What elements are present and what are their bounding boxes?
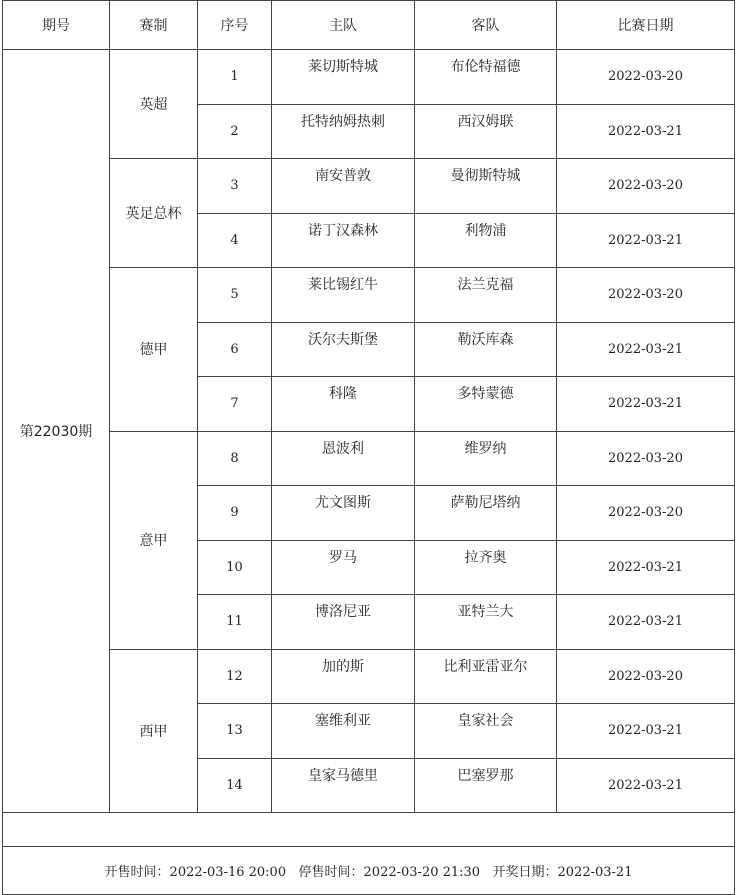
draw-date-label: 开奖日期： — [492, 865, 558, 880]
blank-row — [3, 813, 735, 847]
league-cell: 西甲 — [110, 649, 198, 813]
seq-cell: 12 — [198, 649, 272, 704]
away-team-cell: 萨勒尼塔纳 — [415, 486, 557, 541]
seq-cell: 2 — [198, 104, 272, 159]
home-team-cell: 恩波利 — [272, 431, 415, 486]
home-team-cell: 托特纳姆热刺 — [272, 104, 415, 159]
seq-cell: 11 — [198, 595, 272, 650]
seq-cell: 1 — [198, 50, 272, 105]
home-team-cell: 加的斯 — [272, 649, 415, 704]
home-team-cell: 塞维利亚 — [272, 704, 415, 759]
table-row — [3, 649, 735, 704]
match-schedule-table — [2, 0, 735, 895]
date-cell: 2022-03-21 — [557, 595, 735, 650]
header-row — [3, 1, 735, 50]
header-period: 期号 — [3, 1, 110, 50]
blank-cell — [3, 813, 735, 847]
sale-start-label: 开售时间： — [104, 865, 170, 880]
away-team-cell: 拉齐奥 — [415, 540, 557, 595]
home-team-cell: 博洛尼亚 — [272, 595, 415, 650]
period-cell: 第22030期 — [3, 50, 110, 813]
date-cell: 2022-03-21 — [557, 104, 735, 159]
away-team-cell: 多特蒙德 — [415, 377, 557, 432]
date-cell: 2022-03-20 — [557, 50, 735, 105]
home-team-cell: 科隆 — [272, 377, 415, 432]
away-team-cell: 曼彻斯特城 — [415, 159, 557, 214]
league-cell: 英足总杯 — [110, 159, 198, 268]
away-team-cell: 法兰克福 — [415, 268, 557, 323]
date-cell: 2022-03-21 — [557, 758, 735, 813]
header-league: 赛制 — [110, 1, 198, 50]
date-cell: 2022-03-20 — [557, 431, 735, 486]
footer-row — [3, 847, 735, 895]
table-row — [3, 268, 735, 323]
date-cell: 2022-03-21 — [557, 704, 735, 759]
seq-cell: 10 — [198, 540, 272, 595]
seq-cell: 14 — [198, 758, 272, 813]
date-cell: 2022-03-21 — [557, 540, 735, 595]
away-team-cell: 利物浦 — [415, 213, 557, 268]
date-cell: 2022-03-20 — [557, 486, 735, 541]
header-date: 比赛日期 — [557, 1, 735, 50]
table-row — [3, 431, 735, 486]
table-row — [3, 159, 735, 214]
seq-cell: 13 — [198, 704, 272, 759]
seq-cell: 5 — [198, 268, 272, 323]
seq-cell: 3 — [198, 159, 272, 214]
away-team-cell: 巴塞罗那 — [415, 758, 557, 813]
date-cell: 2022-03-20 — [557, 649, 735, 704]
sale-stop-value: 2022-03-20 21:30 — [363, 865, 481, 880]
league-cell: 英超 — [110, 50, 198, 159]
home-team-cell: 南安普敦 — [272, 159, 415, 214]
home-team-cell: 尤文图斯 — [272, 486, 415, 541]
home-team-cell: 莱比锡红牛 — [272, 268, 415, 323]
date-cell: 2022-03-21 — [557, 377, 735, 432]
seq-cell: 8 — [198, 431, 272, 486]
sale-start-value: 2022-03-16 20:00 — [169, 865, 287, 880]
date-cell: 2022-03-20 — [557, 268, 735, 323]
date-cell: 2022-03-20 — [557, 159, 735, 214]
away-team-cell: 勒沃库森 — [415, 322, 557, 377]
home-team-cell: 罗马 — [272, 540, 415, 595]
seq-cell: 6 — [198, 322, 272, 377]
sale-stop-label: 停售时间： — [298, 865, 364, 880]
home-team-cell: 皇家马德里 — [272, 758, 415, 813]
away-team-cell: 亚特兰大 — [415, 595, 557, 650]
draw-date-value: 2022-03-21 — [557, 865, 633, 880]
date-cell: 2022-03-21 — [557, 213, 735, 268]
away-team-cell: 比利亚雷亚尔 — [415, 649, 557, 704]
header-home: 主队 — [272, 1, 415, 50]
seq-cell: 9 — [198, 486, 272, 541]
home-team-cell: 沃尔夫斯堡 — [272, 322, 415, 377]
seq-cell: 7 — [198, 377, 272, 432]
table-row — [3, 50, 735, 105]
away-team-cell: 维罗纳 — [415, 431, 557, 486]
sale-info-cell — [3, 847, 735, 895]
seq-cell: 4 — [198, 213, 272, 268]
away-team-cell: 布伦特福德 — [415, 50, 557, 105]
date-cell: 2022-03-21 — [557, 322, 735, 377]
league-cell: 德甲 — [110, 268, 198, 432]
home-team-cell: 诺丁汉森林 — [272, 213, 415, 268]
league-cell: 意甲 — [110, 431, 198, 649]
away-team-cell: 西汉姆联 — [415, 104, 557, 159]
home-team-cell: 莱切斯特城 — [272, 50, 415, 105]
header-seq: 序号 — [198, 1, 272, 50]
header-away: 客队 — [415, 1, 557, 50]
away-team-cell: 皇家社会 — [415, 704, 557, 759]
